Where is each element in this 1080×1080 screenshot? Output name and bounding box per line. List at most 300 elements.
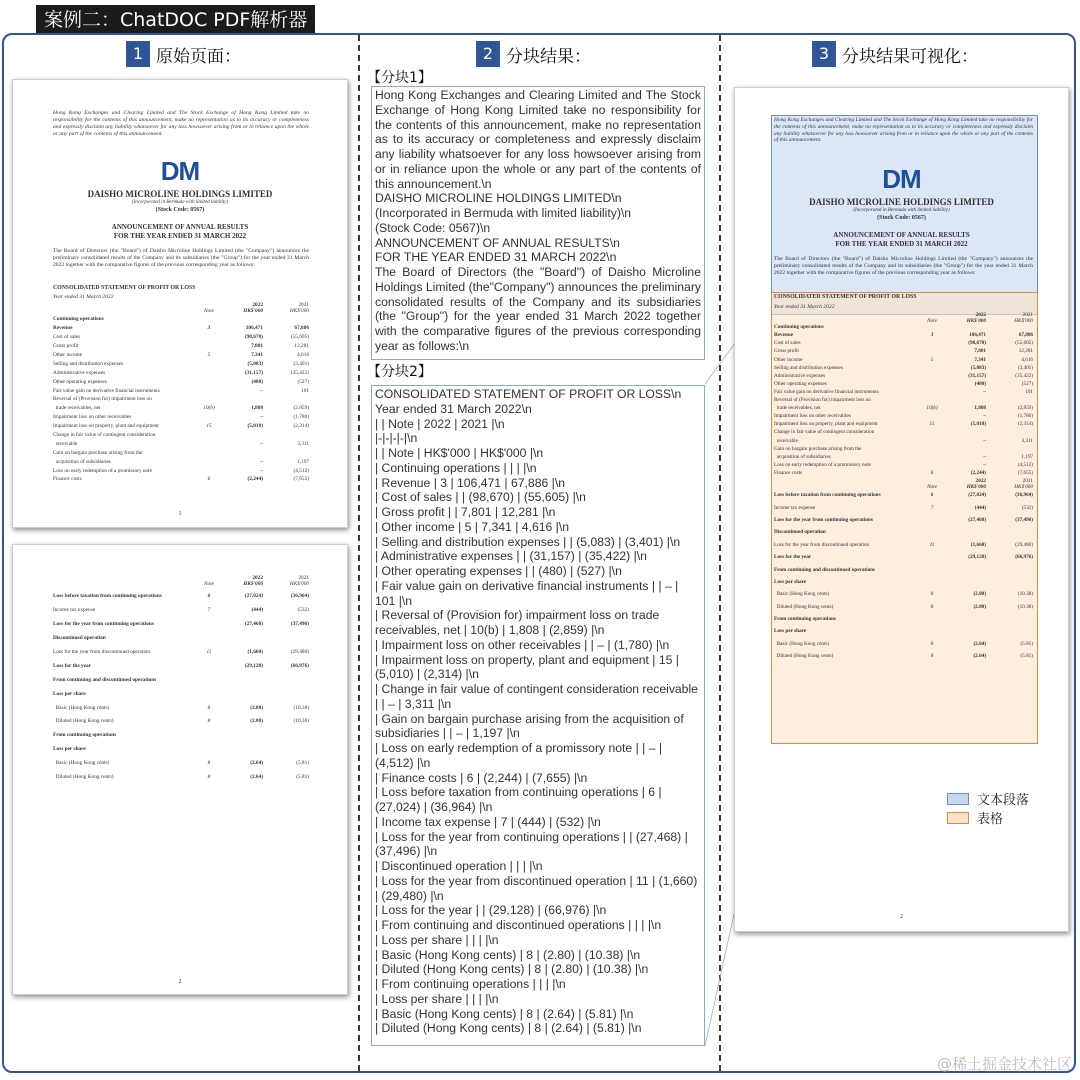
row-value-2021: (5.81) <box>296 760 309 767</box>
row-value-2022: (2.64) <box>250 760 263 767</box>
row-label: Discontinued operation <box>53 635 106 642</box>
chunk-line: | Loss on early redemption of a promissory note | | – | (4,512) |\n <box>375 741 663 770</box>
chunk-line: | From continuing and discontinued operations | | | |\n <box>375 918 662 932</box>
row-label: Loss per share <box>774 628 807 635</box>
row-note <box>922 554 942 566</box>
hdr-unit: HK$'000 <box>243 308 263 315</box>
row-value-2021: 101 <box>1025 388 1033 395</box>
row-label: Reversal of (Provision for) impairment loss on <box>53 396 152 403</box>
row-value-2022 <box>942 567 986 579</box>
page1-board: The Board of Directors (the "Board") of Daisho Microline Holdings Limited (the "Company") announces the preliminary consolidated results of the Company and its subsidiaries (the "Group") for the year ended 31 March 2022 together with the comparative figures of the previous corresponding year as follows: <box>53 248 309 268</box>
row-label: Basic (Hong Kong cents) <box>774 640 830 647</box>
hdr-2022: 2022 <box>975 477 986 484</box>
row-value-2022: (98,670) <box>968 340 986 347</box>
row-value-2022: 7,801 <box>974 348 986 355</box>
row-value-2022: (444) <box>974 504 986 511</box>
row-value-2022: (480) <box>974 380 986 387</box>
row-label: Loss for the year from continuing operations <box>53 621 154 628</box>
row-value-2022: (2.80) <box>250 718 263 725</box>
vis-ann2: FOR THE YEAR ENDED 31 MARCH 2022 <box>835 240 968 248</box>
row-note: 6 <box>207 593 211 600</box>
row-value-2021: (2,859) <box>1017 405 1033 412</box>
chunk-line: | Loss for the year from discontinued operation | 11 | (1,660) | (29,480) |\n <box>375 873 698 903</box>
row-value-2021: (37,496) <box>290 621 309 628</box>
row-value-2021 <box>986 529 1033 541</box>
table-row <box>774 446 1033 454</box>
table-row <box>774 357 1033 365</box>
row-value-2021: 3,311 <box>297 440 309 447</box>
table-row <box>774 454 1033 462</box>
column-1-number: 1 <box>126 41 150 67</box>
chunk-line: | Diluted (Hong Kong cents) | 8 | (2.80) | (10.38) |\n <box>375 962 649 977</box>
row-value-2022: (2.64) <box>250 773 263 780</box>
row-value-2021 <box>986 429 1033 437</box>
row-value-2021: (29,480) <box>1015 541 1033 548</box>
row-value-2021: (1,780) <box>293 414 309 421</box>
row-label: Change in fair value of contingent consideration <box>53 431 156 438</box>
row-value-2022: 7,801 <box>251 343 263 350</box>
page1-number: 1 <box>178 511 182 517</box>
table-row <box>774 505 1033 517</box>
row-value-2021: (7,655) <box>293 476 309 483</box>
row-note: 7 <box>930 504 934 511</box>
row-label: Impairment loss on property, plant and equipment <box>53 423 159 430</box>
row-value-2021: (2,859) <box>293 405 309 412</box>
page1-stmt-title: CONSOLIDATED STATEMENT OF PROFIT OR LOSS <box>53 285 196 291</box>
row-value-2022: 7,341 <box>251 351 263 358</box>
column-1-label: 原始页面： <box>156 46 241 67</box>
row-note: 6 <box>930 469 934 476</box>
table-row <box>774 641 1033 653</box>
row-note <box>922 397 942 405</box>
chunk-line: | Gain on bargain purchase arising from the acquisition of subsidiaries | | – | 1,197 |\n <box>375 711 684 741</box>
row-note: 8 <box>207 773 211 780</box>
hdr-unit: HK$'000 <box>966 484 986 491</box>
row-label: Gain on bargain purchase arising from the <box>53 449 143 456</box>
row-note <box>922 567 942 579</box>
row-value-2021: 101 <box>301 387 309 394</box>
row-value-2022 <box>942 529 986 541</box>
row-label: Continuing operations <box>53 316 104 323</box>
legend-text-paragraph <box>947 789 1029 808</box>
row-label: From continuing operations <box>53 732 117 739</box>
row-label: Change in fair value of contingent consideration <box>774 429 875 436</box>
page1-ann2: FOR THE YEAR ENDED 31 MARCH 2022 <box>113 232 247 240</box>
page1-incorp: (Incorporated in Bermuda with limited liability) <box>131 200 229 205</box>
legend-label-table: 表格 <box>977 812 1004 827</box>
row-note: 3 <box>207 325 211 332</box>
row-value-2022: – <box>983 413 986 420</box>
row-note: 8 <box>930 603 934 610</box>
vis-stock-code: (Stock Code: 0567) <box>877 215 926 221</box>
row-value-2021: (66,976) <box>1015 554 1033 561</box>
row-value-2022: (27,024) <box>244 593 263 600</box>
row-note <box>922 579 942 591</box>
table-row <box>774 413 1033 421</box>
column-2-number: 2 <box>476 41 500 67</box>
row-value-2022: (1,660) <box>970 541 986 548</box>
row-value-2021: (55,605) <box>1015 340 1033 347</box>
row-label: From continuing and discontinued operations <box>774 566 876 573</box>
hdr-unit: HK$'000 <box>289 581 309 588</box>
chunk-line: Hong Kong Exchanges and Clearing Limited and The Stock Exchange of Hong Kong Limited take no responsibility for the contents of this announcement, make no representation as to its accuracy or completeness and expressly disclaim any liability whatsoever for any loss howsoever arising from or in reliance upon the whole or any part of the contents of this announcement.\n <box>375 88 701 191</box>
chunk-line: The Board of Directors (the "Board") of Daisho Microline Holdings Limited (the"Company") announces the preliminary consolidated results of the Company and its subsidiaries (the "Group") for the year ended 31 March 2022 together with the comparative figures of the previous corresponding year as follows:\n <box>375 265 701 353</box>
row-value-2022: (5,083) <box>247 360 263 367</box>
row-value-2022: (444) <box>251 607 263 614</box>
row-label: Diluted (Hong Kong cents) <box>774 603 834 610</box>
row-value-2021: (5.81) <box>1020 640 1033 647</box>
table-row <box>774 324 1033 332</box>
table-row <box>774 616 1033 628</box>
table-row <box>774 542 1033 554</box>
row-note: 5 <box>930 356 934 363</box>
row-value-2022: (2.64) <box>973 653 986 660</box>
row-value-2021: (2,314) <box>293 423 309 430</box>
row-value-2022: (2.64) <box>973 640 986 647</box>
row-value-2021: 3,311 <box>1021 437 1033 444</box>
row-label: Discontinued operation <box>774 529 826 536</box>
row-value-2022: – <box>260 467 263 474</box>
page2-number: 2 <box>178 979 182 985</box>
row-value-2021: (527) <box>1021 380 1033 387</box>
table-row <box>774 604 1033 616</box>
row-label: Reversal of (Provision for) impairment loss on <box>774 397 871 404</box>
chunk-line: | Diluted (Hong Kong cents) | 8 | (2.64) | (5.81) |\n <box>375 1021 642 1036</box>
chunk-line: | Other income | 5 | 7,341 | 4,616 |\n <box>375 519 570 534</box>
row-value-2021: (36,964) <box>1015 492 1033 499</box>
page-title: 案例二：ChatDOC PDF解析器 <box>44 9 308 31</box>
row-value-2021: (55,605) <box>290 334 309 341</box>
row-label: Gain on bargain purchase arising from the <box>774 445 862 452</box>
row-value-2022: (2.80) <box>250 704 263 711</box>
chunk-line: | Cost of sales | | (98,670) | (55,605) |\n <box>375 490 586 505</box>
row-value-2022: (31,157) <box>244 369 263 376</box>
row-note <box>922 373 942 381</box>
row-note: 7 <box>207 607 211 614</box>
table-row <box>774 462 1033 470</box>
row-label: Fair value gain on derivative financial instruments <box>774 388 879 395</box>
row-label: Loss per share <box>53 690 86 697</box>
row-value-2022 <box>942 446 986 454</box>
row-value-2022: – <box>260 458 263 465</box>
row-label: Loss for the year <box>774 554 812 561</box>
chunk-line: ANNOUNCEMENT OF ANNUAL RESULTS\n <box>375 235 620 250</box>
table-row <box>774 340 1033 348</box>
row-label: Loss before taxation from continuing operations <box>774 492 881 499</box>
row-note <box>922 413 942 421</box>
row-value-2021: (3,401) <box>293 360 309 367</box>
row-value-2021: (1,780) <box>1017 413 1033 420</box>
row-value-2021: (35,422) <box>290 369 309 376</box>
vis-board: The Board of Directors (the "Board") of Daisho Microline Holdings Limited (the "Company") announces the preliminary consolidated results of the Company and its subsidiaries (the "Group") for the year ended 31 March 2022 together with the comparative figures of the previous corresponding year as follows: <box>774 256 1033 276</box>
row-label: trade receivables, net <box>53 405 101 412</box>
row-label: Other operating expenses <box>774 380 827 387</box>
chunk-line: | Loss per share | | | |\n <box>375 991 499 1006</box>
chunk-line: | Impairment loss on other receivables | | – | (1,780) |\n <box>375 637 670 652</box>
row-value-2021: (10.38) <box>1017 603 1033 610</box>
row-value-2021: (532) <box>1021 504 1033 511</box>
hdr-unit: HK$'000 <box>243 581 263 588</box>
row-label: Gross profit <box>53 343 79 350</box>
row-label: Fair value gain on derivative financial instruments <box>53 387 160 394</box>
row-note <box>922 616 942 628</box>
row-note: 8 <box>207 704 211 711</box>
column-3-number: 3 <box>812 41 836 67</box>
row-label: Loss on early redemption of a promissory note <box>53 467 153 474</box>
row-value-2021: (7,655) <box>1017 469 1033 476</box>
row-label: Loss on early redemption of a promissory note <box>774 461 871 468</box>
chunk-line: | Gross profit | | 7,801 | 12,281 |\n <box>375 505 556 519</box>
row-value-2021: (527) <box>297 378 309 385</box>
chunk-line: | Change in fair value of contingent consideration receivable | | – | 3,311 |\n <box>375 682 698 711</box>
row-label: Loss per share <box>53 746 86 753</box>
hdr-2022: 2022 <box>252 575 263 581</box>
table-row <box>774 591 1033 603</box>
table-row <box>774 517 1033 529</box>
row-value-2022: 106,471 <box>245 325 263 332</box>
row-label: Cost of sales <box>53 334 81 341</box>
chunk-line: Year ended 31 March 2022\n <box>375 401 532 416</box>
chunk-line: | Loss per share | | | |\n <box>375 932 499 947</box>
row-label: receivable <box>53 440 78 447</box>
row-label: Continuing operations <box>774 324 824 331</box>
column-3-label: 分块结果可视化： <box>842 46 978 67</box>
row-label: Loss for the year from discontinued operation <box>774 541 870 548</box>
row-note: 8 <box>930 591 934 598</box>
vis-table <box>774 312 1033 666</box>
row-value-2022 <box>942 616 986 628</box>
table-row <box>774 653 1033 665</box>
chunk-line: DAISHO MICROLINE HOLDINGS LIMITED\n <box>375 191 622 206</box>
row-value-2022: – <box>983 437 986 444</box>
row-note <box>922 381 942 389</box>
row-note: 15 <box>929 421 935 428</box>
legend-swatch-text <box>947 793 969 805</box>
row-label: Administrative expenses <box>53 369 106 376</box>
row-value-2021: 67,886 <box>1018 332 1033 339</box>
row-value-2022: (2.80) <box>973 603 986 610</box>
row-label: Loss for the year from continuing operations <box>774 516 873 523</box>
chunk-line: | Administrative expenses | | (31,157) | (35,422) |\n <box>375 549 647 564</box>
hdr-unit: HK$'000 <box>289 308 309 315</box>
row-value-2022: (480) <box>251 378 263 385</box>
hdr-unit: HK$'000 <box>1014 318 1033 325</box>
chunk-line: | Loss for the year from continuing operations | | (27,468) | (37,496) |\n <box>375 829 688 859</box>
row-value-2021: (10.38) <box>293 704 309 711</box>
row-value-2022: 7,341 <box>974 356 986 363</box>
row-value-2021 <box>986 616 1033 628</box>
row-note <box>922 348 942 356</box>
chunk-line: | Loss for the year | | (29,128) | (66,976) |\n <box>375 903 607 918</box>
row-label: From continuing operations <box>774 616 836 623</box>
row-value-2021: 1,197 <box>297 458 309 465</box>
row-value-2022: (31,157) <box>968 372 986 379</box>
hdr-note: Note <box>203 581 214 588</box>
row-value-2022: (2,244) <box>970 469 986 476</box>
row-note: 8 <box>930 640 934 647</box>
chunk-line: | Fair value gain on derivative financial instruments | | – | 101 |\n <box>375 578 679 608</box>
row-value-2021: (5.81) <box>1020 653 1033 660</box>
hdr-note: Note <box>203 308 214 315</box>
row-value-2021 <box>986 567 1033 579</box>
row-label: Cost of sales <box>774 340 801 347</box>
row-value-2021: (37,496) <box>1015 516 1033 523</box>
table-row <box>774 429 1033 437</box>
chunk-line: FOR THE YEAR ENDED 31 MARCH 2022\n <box>375 250 617 265</box>
row-value-2021: 4,616 <box>1021 356 1033 363</box>
row-value-2021: (10.38) <box>293 718 309 725</box>
chunk-line: | Revenue | 3 | 106,471 | 67,886 |\n <box>375 475 565 490</box>
row-label: Loss per share <box>774 578 807 585</box>
hdr-note: Note <box>927 484 937 491</box>
chunk-line: |-|-|-|-|\n <box>375 431 418 446</box>
row-value-2022: – <box>260 387 263 394</box>
row-value-2022: (5,010) <box>970 421 986 428</box>
row-label: Administrative expenses <box>774 372 826 379</box>
legend-swatch-table <box>947 812 969 824</box>
chunk-line: | | Note | HK$'000 | HK$'000 |\n <box>375 446 544 460</box>
hdr-2021: 2021 <box>1022 477 1033 484</box>
page1-company: DAISHO MICROLINE HOLDINGS LIMITED <box>87 189 273 199</box>
row-label: Finance costs <box>53 476 82 483</box>
row-label: Impairment loss on other receivables <box>53 414 132 421</box>
row-label: Diluted (Hong Kong cents) <box>53 718 114 725</box>
row-value-2022 <box>942 324 986 332</box>
row-value-2021: (35,422) <box>1015 372 1033 379</box>
page1-stmt-sub: Year ended 31 March 2022 <box>53 294 114 300</box>
chunk-line: | Reversal of (Provision for) impairment loss on trade receivables, net | 10(b) | 1,808 | (2,859) |\n <box>375 608 660 637</box>
row-label: Revenue <box>53 325 73 332</box>
row-value-2021: (4,512) <box>1017 461 1033 468</box>
row-label: Revenue <box>774 332 794 339</box>
row-value-2022: – <box>983 461 986 468</box>
hdr-unit: HK$'000 <box>1014 484 1033 491</box>
chunk-line: | Loss before taxation from continuing operations | 6 | (27,024) | (36,964) |\n <box>375 785 662 814</box>
row-value-2021: (4,512) <box>293 467 309 474</box>
row-note <box>922 462 942 470</box>
row-label: Finance costs <box>774 469 803 476</box>
column-2-label: 分块结果： <box>506 46 591 67</box>
row-value-2022 <box>942 397 986 405</box>
chunk-line: | Basic (Hong Kong cents) | 8 | (2.80) | (10.38) |\n <box>375 947 641 962</box>
row-value-2022: – <box>983 453 986 460</box>
row-label: acquisition of subsidiaries <box>774 453 831 460</box>
row-label: Loss before taxation from continuing operations <box>53 593 162 600</box>
chunk-line: | Continuing operations | | | |\n <box>375 460 537 475</box>
page1-intro: Hong Kong Exchanges and Clearing Limited and The Stock Exchange of Hong Kong Limited take no responsibility for the contents of this announcement, make no representation as to its accuracy or completeness and expressly disclaim any liability whatsoever for any loss howsoever arising from or in reliance upon the whole or any part of the contents of this announcement. <box>53 110 309 137</box>
row-note: 11 <box>206 648 212 655</box>
vis-logo: DM <box>882 164 921 194</box>
hdr-2021: 2021 <box>298 302 309 308</box>
row-value-2021: 12,281 <box>294 343 309 350</box>
chunk-line: (Stock Code: 0567)\n <box>375 220 491 235</box>
row-value-2021 <box>986 397 1033 405</box>
row-value-2022: (5,010) <box>247 423 263 430</box>
table-row <box>774 492 1033 504</box>
row-value-2022: 1,808 <box>974 405 986 412</box>
row-note: 10(b) <box>203 405 215 412</box>
row-note: 11 <box>929 541 935 548</box>
chunk-1-label: 【分块1】 <box>367 70 432 86</box>
hdr-unit: HK$'000 <box>966 318 986 325</box>
row-note <box>922 529 942 541</box>
legend-table <box>947 808 1003 827</box>
row-label: Impairment loss on other receivables <box>774 413 851 420</box>
row-label: Other income <box>774 356 803 363</box>
row-label: acquisition of subsidiaries <box>53 458 111 465</box>
page1-stock-code: (Stock Code: 0567) <box>155 207 205 213</box>
page1-ann1: ANNOUNCEMENT OF ANNUAL RESULTS <box>111 223 249 231</box>
row-value-2022: (27,468) <box>244 621 263 628</box>
row-label: Diluted (Hong Kong cents) <box>774 653 834 660</box>
row-value-2022: (27,468) <box>968 516 986 523</box>
row-label: Selling and distribution expenses <box>53 360 124 367</box>
chunk-line: | Income tax expense | 7 | (444) | (532) |\n <box>375 814 601 829</box>
row-value-2021: (532) <box>297 607 309 614</box>
row-label: Basic (Hong Kong cents) <box>774 591 830 598</box>
vis-stmt-title: CONSOLIDATED STATEMENT OF PROFIT OR LOSS <box>774 294 917 300</box>
chunk-line: (Incorporated in Bermuda with limited liability)\n <box>375 206 632 220</box>
row-note <box>922 324 942 332</box>
row-value-2021 <box>986 446 1033 454</box>
row-label: Basic (Hong Kong cents) <box>53 760 110 767</box>
row-value-2021: (2,314) <box>1017 421 1033 428</box>
table-row <box>774 348 1033 356</box>
chunk-line: | | Note | 2022 | 2021 |\n <box>375 416 505 431</box>
row-note <box>922 365 942 373</box>
row-value-2021 <box>986 628 1033 640</box>
chunk-line: | Basic (Hong Kong cents) | 8 | (2.64) | (5.81) |\n <box>375 1006 634 1021</box>
row-label: Loss for the year <box>53 662 92 669</box>
row-note <box>922 340 942 348</box>
row-note <box>922 454 942 462</box>
row-label: Income tax expense <box>53 607 96 614</box>
row-value-2022: (2,244) <box>247 476 263 483</box>
table-row <box>774 529 1033 541</box>
row-value-2022: – <box>983 388 986 395</box>
chunk-line: | Discontinued operation | | | |\n <box>375 859 543 873</box>
vis-incorp: (Incorporated in Bermuda with limited liability) <box>853 208 950 213</box>
row-value-2022: 106,471 <box>969 332 986 339</box>
row-value-2022: (1,660) <box>247 648 263 655</box>
chunk-line: | Impairment loss on property, plant and equipment | 15 | (5,010) | (2,314) |\n <box>375 652 679 682</box>
row-value-2021 <box>986 579 1033 591</box>
row-label: Basic (Hong Kong cents) <box>53 704 110 711</box>
hdr-2021: 2021 <box>1022 312 1033 318</box>
company-logo: DM <box>160 156 200 186</box>
hdr-2022: 2022 <box>252 302 263 308</box>
row-value-2022: – <box>260 440 263 447</box>
row-note: 8 <box>207 760 211 767</box>
vis-intro: Hong Kong Exchanges and Clearing Limited and The Stock Exchange of Hong Kong Limited take no responsibility for the contents of this announcement, make no representation as to its accuracy or completeness and expressly disclaim any liability whatsoever for any loss howsoever arising from or in reliance upon the whole or any part of the contents of this announcement. <box>774 117 1033 144</box>
table-row <box>774 438 1033 446</box>
row-note <box>922 429 942 437</box>
table-row <box>774 365 1033 373</box>
table-row <box>774 405 1033 413</box>
vis-company: DAISHO MICROLINE HOLDINGS LIMITED <box>809 197 994 207</box>
row-label: Other operating expenses <box>53 378 107 385</box>
row-note: 8 <box>207 718 211 725</box>
row-label: Loss for the year from discontinued operation <box>53 648 151 655</box>
hdr-2022: 2022 <box>975 312 986 318</box>
row-value-2022: (27,024) <box>968 492 986 499</box>
row-note: 6 <box>930 492 934 499</box>
row-note: 6 <box>207 476 211 483</box>
table-row <box>774 397 1033 405</box>
row-note <box>922 628 942 640</box>
legend-label-text: 文本段落 <box>977 793 1030 808</box>
row-value-2021: (29,480) <box>290 648 309 655</box>
